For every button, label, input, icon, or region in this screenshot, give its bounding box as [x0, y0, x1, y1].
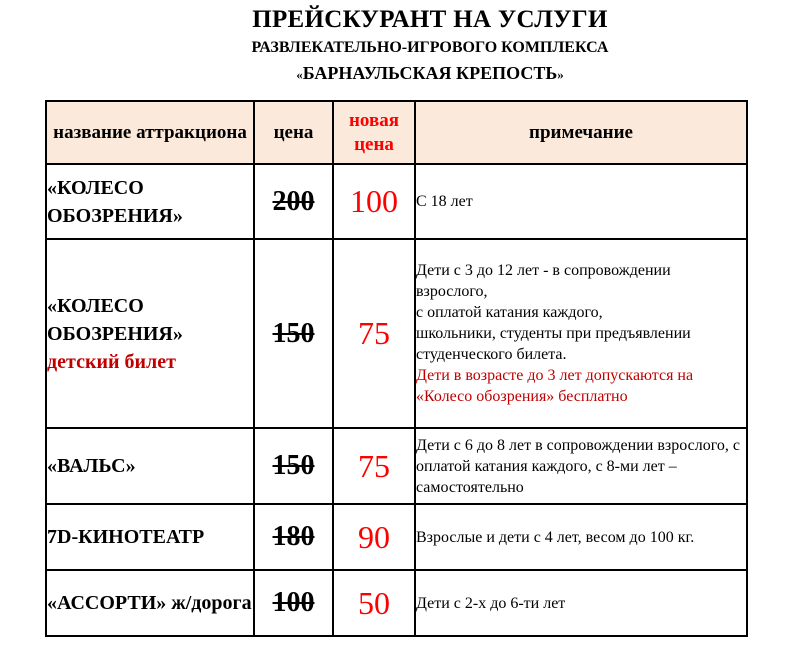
attraction-title: «ВАЛЬС» — [47, 455, 136, 477]
new-price: 90 — [333, 504, 415, 570]
attraction-name — [46, 570, 254, 636]
note — [415, 504, 747, 570]
header-new-price: новая цена — [333, 101, 415, 164]
note-line: школьники, студенты при предъявлении студенческого билета. — [416, 325, 691, 363]
table-row — [46, 504, 747, 570]
old-price: 200 — [254, 164, 333, 239]
quote-close: » — [557, 67, 564, 82]
attraction-title: 7D-КИНОТЕАТР — [47, 526, 205, 548]
quote-open: « — [296, 67, 303, 82]
new-price: 100 — [333, 164, 415, 239]
note-line: С 18 лет — [416, 193, 473, 210]
table-row — [46, 570, 747, 636]
note-line: Взрослые и дети с 4 лет, весом до 100 кг. — [416, 528, 695, 546]
complex-name: БАРНАУЛЬСКАЯ КРЕПОСТЬ — [302, 63, 558, 83]
table-row — [46, 164, 747, 239]
note-line: Дети с 6 до 8 лет в сопровождении взрослого, с оплатой катания каждого, с 8-ми лет – самостоятельно — [416, 436, 740, 496]
old-price: 180 — [254, 504, 333, 570]
price-table — [45, 100, 748, 637]
note-free-entry: Дети в возрасте до 3 лет допускаются на «Колесо обозрения» бесплатно — [416, 367, 694, 405]
attraction-name — [46, 164, 254, 239]
note — [415, 570, 747, 636]
new-price: 75 — [333, 428, 415, 504]
attraction-name — [46, 504, 254, 570]
old-price: 150 — [254, 239, 333, 428]
attraction-name — [46, 428, 254, 504]
header-note: примечание — [415, 101, 747, 164]
attraction-title: «КОЛЕСО ОБОЗРЕНИЯ» — [47, 176, 183, 227]
note — [415, 428, 747, 504]
note — [415, 239, 747, 428]
header-price: цена — [254, 101, 333, 164]
new-price: 50 — [333, 570, 415, 636]
table-row — [46, 428, 747, 504]
old-price: 100 — [254, 570, 333, 636]
old-price: 150 — [254, 428, 333, 504]
header-name: название аттракциона — [46, 101, 254, 164]
new-price: 75 — [333, 239, 415, 428]
complex-name-line — [0, 60, 794, 88]
attraction-subtitle: детский билет — [47, 350, 176, 373]
attraction-title: «КОЛЕСО ОБОЗРЕНИЯ» — [47, 294, 183, 345]
note — [415, 164, 747, 239]
attraction-name — [46, 239, 254, 428]
note-line: Дети с 2-х до 6-ти лет — [416, 594, 566, 612]
page-title: ПРЕЙСКУРАНТ НА УСЛУГИ — [252, 6, 608, 33]
attraction-title: «АССОРТИ» ж/дорога — [47, 592, 252, 614]
note-line: с оплатой катания каждого, — [416, 304, 603, 321]
table-row — [46, 239, 747, 428]
note-line: Дети с 3 до 12 лет - в сопровождении взрослого, — [416, 262, 671, 300]
page-subtitle: РАЗВЛЕКАТЕЛЬНО-ИГРОВОГО КОМПЛЕКСА — [251, 39, 609, 56]
table-header-row — [46, 101, 747, 164]
